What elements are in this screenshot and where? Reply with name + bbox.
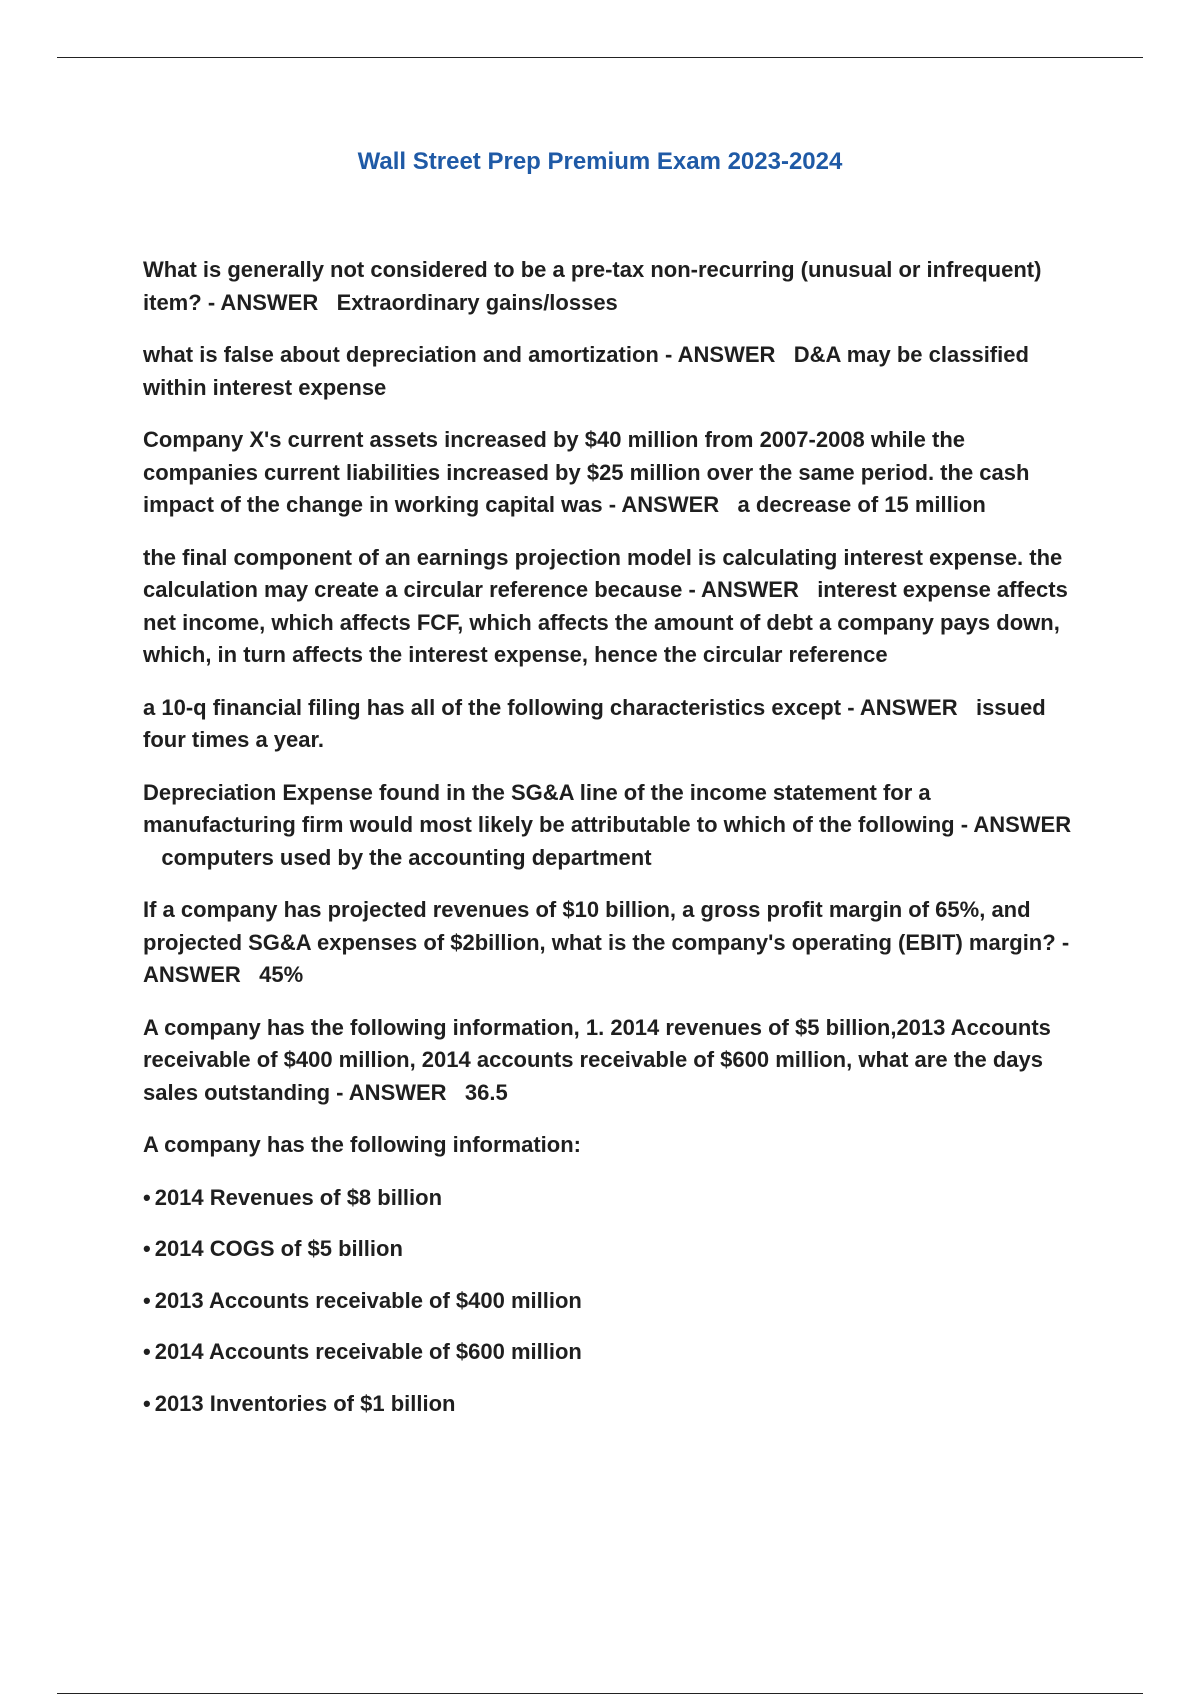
bullet-icon: • xyxy=(143,1339,151,1364)
answer-text: Extraordinary gains/losses xyxy=(336,289,618,315)
bullet-item xyxy=(143,1233,1078,1266)
bullet-text: 2014 Accounts receivable of $600 million xyxy=(154,1339,582,1364)
last-question-intro: A company has the following information: xyxy=(143,1132,581,1157)
bullet-icon: • xyxy=(143,1287,151,1313)
answer-label: - ANSWER xyxy=(960,812,1072,837)
bullet-text: 2013 Inventories of $1 billion xyxy=(154,1390,456,1416)
bullet-text: 2014 COGS of $5 billion xyxy=(154,1236,403,1261)
answer-text: 45% xyxy=(259,962,304,987)
answer-label: - ANSWER xyxy=(336,1079,447,1105)
answer-label: - ANSWER xyxy=(143,929,1070,987)
qa-item-3 xyxy=(143,424,1078,522)
answer-label: - ANSWER xyxy=(665,342,776,367)
bullet-icon: • xyxy=(143,1236,151,1261)
answer-text: interest expense affects net income, which affects FCF, which affects the amount of debt a company pays down, which, in turn affects the interest expense, hence the circular reference xyxy=(143,577,1068,667)
qa-item-7 xyxy=(143,894,1078,992)
bullet-icon: • xyxy=(143,1184,151,1210)
question-text: What is generally not considered to be a pre-tax non-recurring (unusual or infrequent) item? xyxy=(143,257,1042,315)
question-text: a 10-q financial filing has all of the following characteristics except xyxy=(143,694,842,720)
bullet-icon: • xyxy=(143,1390,151,1416)
bullet-text: 2014 Revenues of $8 billion xyxy=(154,1184,443,1210)
answer-text: a decrease of 15 million xyxy=(737,492,986,517)
qa-item-8 xyxy=(143,1012,1078,1110)
bullet-item xyxy=(143,1285,1078,1318)
answer-text: issued four times a year. xyxy=(143,694,1046,752)
document-title: Wall Street Prep Premium Exam 2023-2024 xyxy=(357,148,843,175)
top-rule xyxy=(57,57,1143,58)
answer-label: - ANSWER xyxy=(608,492,720,517)
document-body xyxy=(143,254,1078,1439)
question-text: A company has the following information, 1. 2014 revenues of $5 billion,2013 Accounts receivable of $400 million, 2014 accounts receivable of $600 million, what are the days sales outstanding xyxy=(143,1014,1051,1105)
bullet-item xyxy=(143,1336,1078,1369)
qa-item-5 xyxy=(143,692,1078,757)
qa-item-1 xyxy=(143,254,1078,319)
bullet-item xyxy=(143,1388,1078,1421)
qa-item-4 xyxy=(143,542,1078,672)
bullet-text: 2013 Accounts receivable of $400 million xyxy=(154,1287,582,1313)
question-text: what is false about depreciation and amortization xyxy=(143,342,659,367)
answer-text: computers used by the accounting department xyxy=(161,844,652,870)
qa-item-6 xyxy=(143,777,1078,875)
qa-item-2 xyxy=(143,339,1078,404)
question-text: Company X's current assets increased by $40 million from 2007-2008 while the companies current liabilities increased by $25 million over the same period. the cash impact of the change in working capital was xyxy=(143,427,1030,517)
answer-label: - ANSWER xyxy=(847,694,958,720)
question-text: Depreciation Expense found in the SG&A line of the income statement for a manufacturing firm would most likely be attributable to which of the following xyxy=(143,779,955,837)
bottom-rule xyxy=(57,1693,1143,1694)
answer-label: - ANSWER xyxy=(207,289,319,315)
answer-label: - ANSWER xyxy=(688,577,799,602)
answer-text: 36.5 xyxy=(464,1079,508,1105)
question-text: If a company has projected revenues of $10 billion, a gross profit margin of 65%, and projected SG&A expenses of $2billion, what is the company's operating (EBIT) margin? xyxy=(143,897,1056,955)
bullet-item xyxy=(143,1182,1078,1215)
question-text: the final component of an earnings projection model is calculating interest expense. the calculation may create a circular reference because xyxy=(143,544,1063,602)
answer-text: D&A may be classified within interest expense xyxy=(143,342,1029,400)
